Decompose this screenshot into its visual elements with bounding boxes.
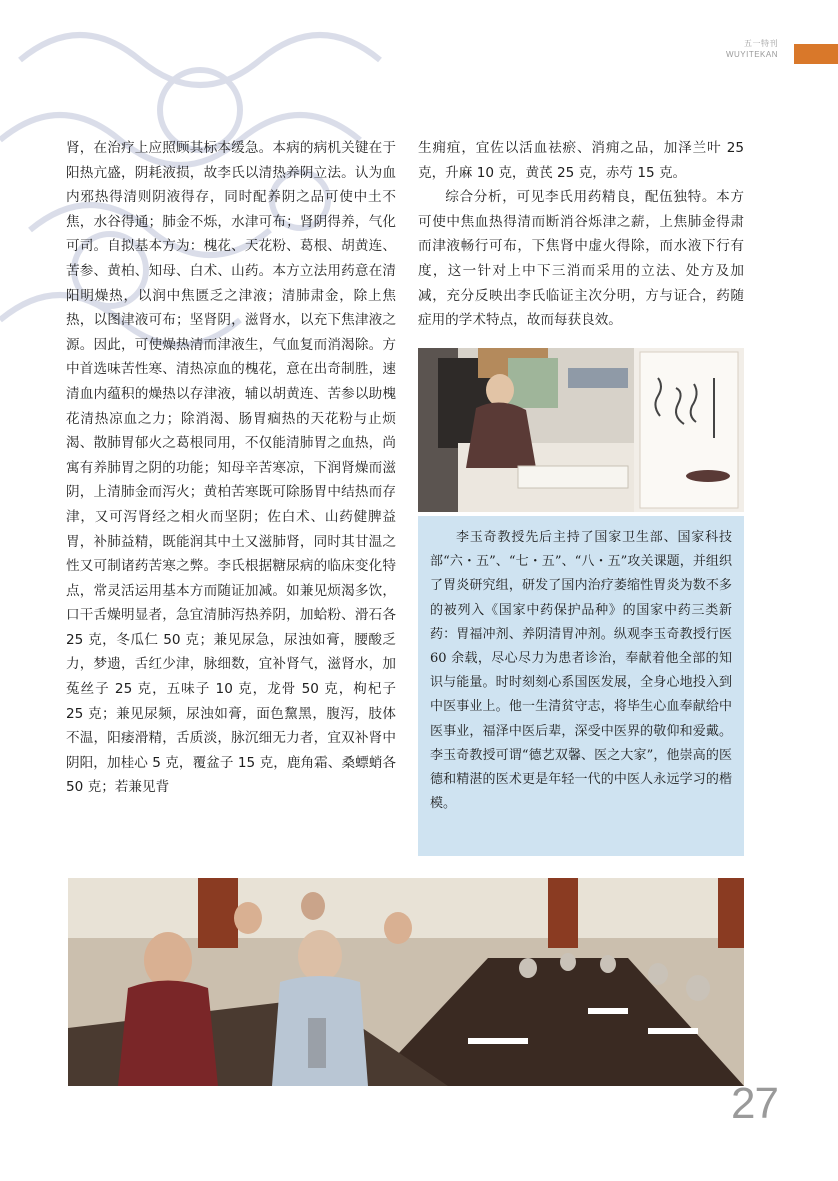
right-paragraph-1: 生痈疽，宜佐以活血祛瘀、消痈之品，加泽兰叶 25 克，升麻 10 克，黄芪 25 克，赤芍 15 克。: [418, 140, 744, 181]
right-column: [418, 136, 744, 333]
section-tag-cn: 五一特刊: [744, 39, 778, 48]
section-tag-en: WUYITEKAN: [725, 50, 778, 59]
meeting-photo: [68, 878, 744, 1086]
caption-box: [418, 516, 744, 856]
right-paragraph-2: 综合分析，可见李氏用药精良，配伍独特。本方可使中焦血热得清而断消谷烁津之薪，上焦肺金得肃而津液畅行可布，下焦肾中虚火得除，而水液下行有度，这一针对上中下三消而采用的立法、处方及加减，充分反映出李氏临证主次分明，方与证合，药随症用的学术特点，故而每获良效。: [418, 189, 744, 329]
left-column-text: 肾，在治疗上应照顾其标本缓急。本病的病机关键在于阳热亢盛，阴耗液损，故李氏以清热养阴立法。认为血内邪热得清则阴液得存，同时配养阴之品可使中土不焦，水谷得通；肺金不烁，水津可布；肾阴得养，气化可司。自拟基本方为：槐花、天花粉、葛根、胡黄连、苦参、黄柏、知母、白术、山药。本方立法用药意在清阳明燥热，以润中焦匮乏之津液；清肺肃金，除上焦热，以图津液可布；坚肾阴，滋肾水，以充下焦津液之源。因此，可使燥热清而津液生，气血复而消渴除。方中首选味苦性寒、清热凉血的槐花，意在出奇制胜，速清血内蕴积的燥热以存津液，辅以胡黄连、苦参以助槐花清热凉血之力；除消渴、肠胃痼热的天花粉与止烦渴、散肺胃郁火之葛根同用，不仅能清肺胃之血热，尚寓有养肺胃之阴的功能；知母辛苦寒凉，下润肾燥而滋阴，上清肺金而泻火；黄柏苦寒既可除肠胃中结热而存津，又可泻肾经之相火而坚阴；佐白术、山药健脾益胃，补肺益精，既能润其中土又滋肺肾，同时其甘温之性又可制诸药苦寒之弊。李氏根据糖尿病的临床变化特点，常灵活运用基本方而随证加减。如兼见烦渴多饮，口干舌燥明显者，急宜清肺泻热养阴，加蛤粉、滑石各 25 克，冬瓜仁 50 克；兼见尿急，尿浊如膏，腰酸乏力，梦遗，舌红少津，脉细数，宜补肾气，滋肾水，加菟丝子 25 克，五味子 10 克，龙骨 50 克，枸杞子 25 克；兼见尿频，尿浊如膏，面色黧黑，腹泻，肢体不温，阳痿滑精，舌质淡，脉沉细无力者，宜双补肾中阴阳，加桂心 5 克，覆盆子 15 克，鹿角霜、桑螵蛸各 50 克；若兼见背: [66, 140, 396, 796]
caption-text: 李玉奇教授先后主持了国家卫生部、国家科技部“六・五”、“七・五”、“八・五”攻关课题，并组织了胃炎研究组，研发了国内治疗萎缩性胃炎为数不多的被列入《国家中药保护品种》的国家中药三类新药：胃福冲剂、养阴清胃冲剂。纵观李玉奇教授行医 60 余载，尽心尽力为患者诊治，奉献着他全部的知识与能量。时时刻刻心系国医发展，全身心地投入到中医事业上。他一生清贫守志，将毕生心血奉献给中医事业，福泽中医后辈，深受中医界的敬仰和爱戴。李玉奇教授可谓“德艺双馨、医之大家”，他崇高的医德和精湛的医术更是年轻一代的中医人永远学习的楷模。: [430, 530, 732, 812]
section-tag: [726, 38, 778, 60]
left-column: [66, 136, 396, 800]
accent-bar: [794, 44, 838, 64]
calligraphy-photo: [418, 348, 744, 512]
page-number: 27: [731, 1079, 778, 1128]
